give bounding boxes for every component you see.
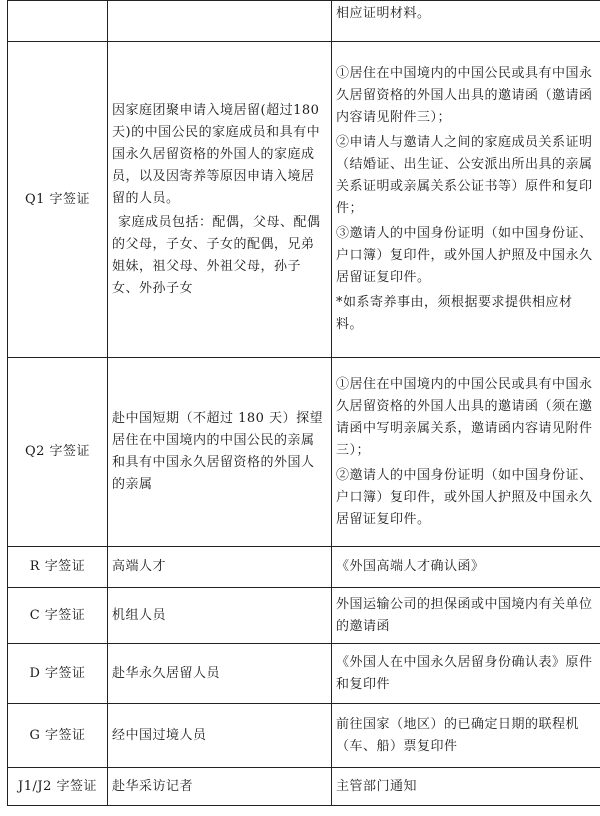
applicant-cell <box>108 42 332 358</box>
documents-cell <box>332 768 600 806</box>
table-row <box>8 588 600 644</box>
table-row <box>8 358 600 547</box>
applicant-description: 赴中国短期（不超过 180 天）探望居住在中国境内的中国公民的亲属和具有中国永久居留资格的外国人的亲属 <box>112 411 324 492</box>
table-row <box>8 547 600 588</box>
applicant-cell <box>108 768 332 806</box>
document-item: ②申请人与邀请人之间的家庭成员关系证明（结婚证、出生证、公安派出所出具的亲属关系证明或亲属关系公证书等）原件和复印件； <box>336 135 593 216</box>
documents-cell <box>332 547 600 588</box>
applicant-description: 因家庭团聚申请入境居留(超过180 天)的中国公民的家庭成员和具有中国永久居留资格的外国人的家庭成员，以及因寄养等原因申请入境居留的人员。 <box>112 102 321 206</box>
applicant-description: 机组人员 <box>112 607 167 623</box>
applicant-cell <box>108 588 332 644</box>
visa-type-cell <box>8 1 108 42</box>
document-item: 外国运输公司的担保函或中国境内有关单位的邀请函 <box>336 596 593 634</box>
family-members-note: 家庭成员包括：配偶，父母、配偶的父母，子女、子女的配偶，兄弟姐妹，祖父母、外祖父母，孙子女、外孙子女 <box>112 214 321 296</box>
document-item: 相应证明材料。 <box>336 6 431 21</box>
applicant-cell <box>108 1 332 42</box>
applicant-cell <box>108 644 332 704</box>
applicant-cell <box>108 358 332 547</box>
table-row <box>8 42 600 358</box>
applicant-description: 赴华永久居留人员 <box>112 665 221 681</box>
document-item: ③邀请人的中国身份证明（如中国身份证、户口簿）复印件，或外国人护照及中国永久居留证复印件。 <box>336 226 593 285</box>
document-item: ②邀请人的中国身份证明（如中国身份证、户口簿）复印件，或外国人护照及中国永久居留证复印件。 <box>336 467 593 527</box>
applicant-description: 高端人才 <box>112 559 167 574</box>
documents-cell <box>332 644 600 704</box>
applicant-description: 赴华采访记者 <box>112 778 194 794</box>
applicant-cell <box>108 547 332 588</box>
applicant-description: 经中国过境人员 <box>112 727 207 743</box>
document-item: 《外国人在中国永久居留身份确认表》原件和复印件 <box>336 654 593 692</box>
documents-cell <box>332 42 600 358</box>
document-item: 前往国家（地区）的已确定日期的联程机（车、船）票复印件 <box>336 716 580 754</box>
documents-cell <box>332 1 600 42</box>
visa-type-cell: J1/J2 字签证 <box>8 768 108 806</box>
documents-cell <box>332 704 600 768</box>
document-item: ①居住在中国境内的中国公民或具有中国永久居留资格的外国人出具的邀请函（须在邀请函中写明亲属关系，邀请函内容请见附件三）； <box>336 376 593 458</box>
documents-cell <box>332 358 600 547</box>
document-item: 主管部门通知 <box>336 778 418 794</box>
visa-type-cell: R 字签证 <box>8 547 108 588</box>
documents-cell <box>332 588 600 644</box>
document-item: ①居住在中国境内的中国公民或具有中国永久居留资格的外国人出具的邀请函（邀请函内容请见附件三）； <box>336 66 593 125</box>
visa-requirements-table <box>7 0 600 806</box>
document-item: *如系寄养事由，须根据要求提供相应材料。 <box>336 295 573 332</box>
document-item: 《外国高端人才确认函》 <box>336 559 485 574</box>
applicant-cell <box>108 704 332 768</box>
visa-type-cell: G 字签证 <box>8 704 108 768</box>
table-row <box>8 644 600 704</box>
table-row <box>8 704 600 768</box>
visa-type-cell: C 字签证 <box>8 588 108 644</box>
table-row <box>8 768 600 806</box>
visa-type-cell: Q2 字签证 <box>8 358 108 547</box>
visa-type-cell: D 字签证 <box>8 644 108 704</box>
table-row <box>8 1 600 42</box>
visa-type-cell: Q1 字签证 <box>8 42 108 358</box>
